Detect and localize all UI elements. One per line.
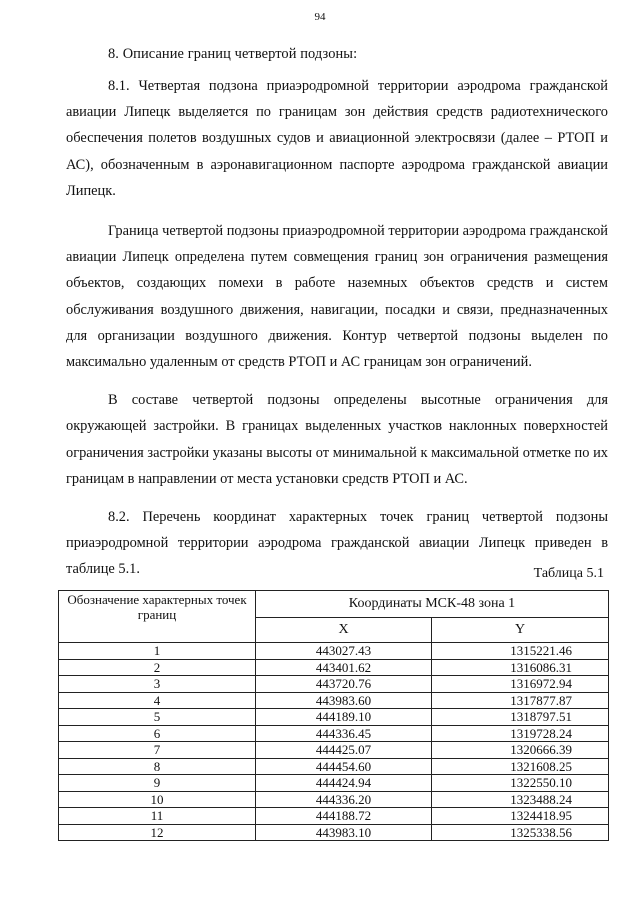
point-number-cell: 12 — [59, 824, 256, 841]
table-caption: Таблица 5.1 — [533, 566, 604, 581]
x-coordinate-cell: 443983.60 — [256, 692, 432, 709]
point-number-cell: 1 — [59, 643, 256, 660]
table-row — [59, 676, 609, 693]
point-number-cell: 6 — [59, 725, 256, 742]
paragraph-8-2: 8.2. Перечень координат характерных точек границ четвертой подзоны приаэродромной территории аэродрома гражданской авиации Липецк приведен в таблице 5.1. — [66, 509, 608, 578]
x-coordinate-cell: 444424.94 — [256, 775, 432, 792]
x-coordinate-cell: 444425.07 — [256, 742, 432, 759]
point-number-cell: 10 — [59, 791, 256, 808]
y-coordinate-cell: 1322550.10 — [432, 775, 609, 792]
x-coordinate-cell: 444336.20 — [256, 791, 432, 808]
coords-group-header: Координаты МСК-48 зона 1 — [256, 591, 609, 618]
point-number-cell: 8 — [59, 758, 256, 775]
y-coordinate-cell: 1319728.24 — [432, 725, 609, 742]
y-coordinate-cell: 1316972.94 — [432, 676, 609, 693]
y-coordinate-cell: 1317877.87 — [432, 692, 609, 709]
table-row — [59, 742, 609, 759]
table-row — [59, 643, 609, 660]
point-number-cell: 3 — [59, 676, 256, 693]
y-coordinate-cell: 1315221.46 — [432, 643, 609, 660]
paragraph-boundary: Граница четвертой подзоны приаэродромной территории аэродрома гражданской авиации Липецк определена путем совмещения границ зон ограничения размещения объектов, создающих помехи в работе наземных объектов средств и систем обслуживания воздушного движения, навигации, посадки и связи, предназначенных для организации воздушного движения. Контур четвертой подзоны выделен по максимально удаленным от средств РТОП и АС границам зон ограничений. — [66, 223, 608, 371]
x-coordinate-cell: 444188.72 — [256, 808, 432, 825]
table-row — [59, 775, 609, 792]
x-coordinate-cell: 444454.60 — [256, 758, 432, 775]
y-coordinate-cell: 1320666.39 — [432, 742, 609, 759]
point-number-cell: 5 — [59, 709, 256, 726]
table-row — [59, 709, 609, 726]
x-coordinate-cell: 444336.45 — [256, 725, 432, 742]
table-body — [59, 643, 609, 841]
x-column-header: X — [256, 618, 432, 643]
y-column-header: Y — [432, 618, 609, 643]
section-heading: 8. Описание границ четвертой подзоны: — [108, 46, 358, 62]
point-number-cell: 7 — [59, 742, 256, 759]
paragraph-height-limits: В составе четвертой подзоны определены высотные ограничения для окружающей застройки. В границах выделенных участков наклонных поверхностей ограничения застройки указаны высоты от минимальной к максимальной отметке по их границам в направлении от места установки средств РТОП и АС. — [66, 392, 608, 487]
x-coordinate-cell: 443401.62 — [256, 659, 432, 676]
x-coordinate-cell: 443720.76 — [256, 676, 432, 693]
y-coordinate-cell: 1323488.24 — [432, 791, 609, 808]
y-coordinate-cell: 1316086.31 — [432, 659, 609, 676]
coordinates-table — [58, 590, 609, 841]
page-number: 94 — [314, 11, 326, 23]
point-column-header: Обозначение характерных точек границ — [59, 591, 256, 643]
point-number-cell: 4 — [59, 692, 256, 709]
table-row — [59, 808, 609, 825]
table-row — [59, 758, 609, 775]
x-coordinate-cell: 444189.10 — [256, 709, 432, 726]
paragraph-8-1: 8.1. Четвертая подзона приаэродромной территории аэродрома гражданской авиации Липецк выделяется по границам зон действия средств радиотехнического обеспечения полетов воздушных судов и авиационной электросвязи (далее – РТОП и АС), обозначенным в аэронавигационном паспорте аэродрома гражданской авиации Липецк. — [66, 78, 608, 199]
table-row — [59, 659, 609, 676]
table-row — [59, 791, 609, 808]
y-coordinate-cell: 1318797.51 — [432, 709, 609, 726]
body-text — [66, 73, 608, 593]
table-row — [59, 824, 609, 841]
point-number-cell: 9 — [59, 775, 256, 792]
table-row — [59, 725, 609, 742]
table-row — [59, 692, 609, 709]
y-coordinate-cell: 1325338.56 — [432, 824, 609, 841]
x-coordinate-cell: 443983.10 — [256, 824, 432, 841]
y-coordinate-cell: 1324418.95 — [432, 808, 609, 825]
point-number-cell: 2 — [59, 659, 256, 676]
y-coordinate-cell: 1321608.25 — [432, 758, 609, 775]
point-number-cell: 11 — [59, 808, 256, 825]
x-coordinate-cell: 443027.43 — [256, 643, 432, 660]
